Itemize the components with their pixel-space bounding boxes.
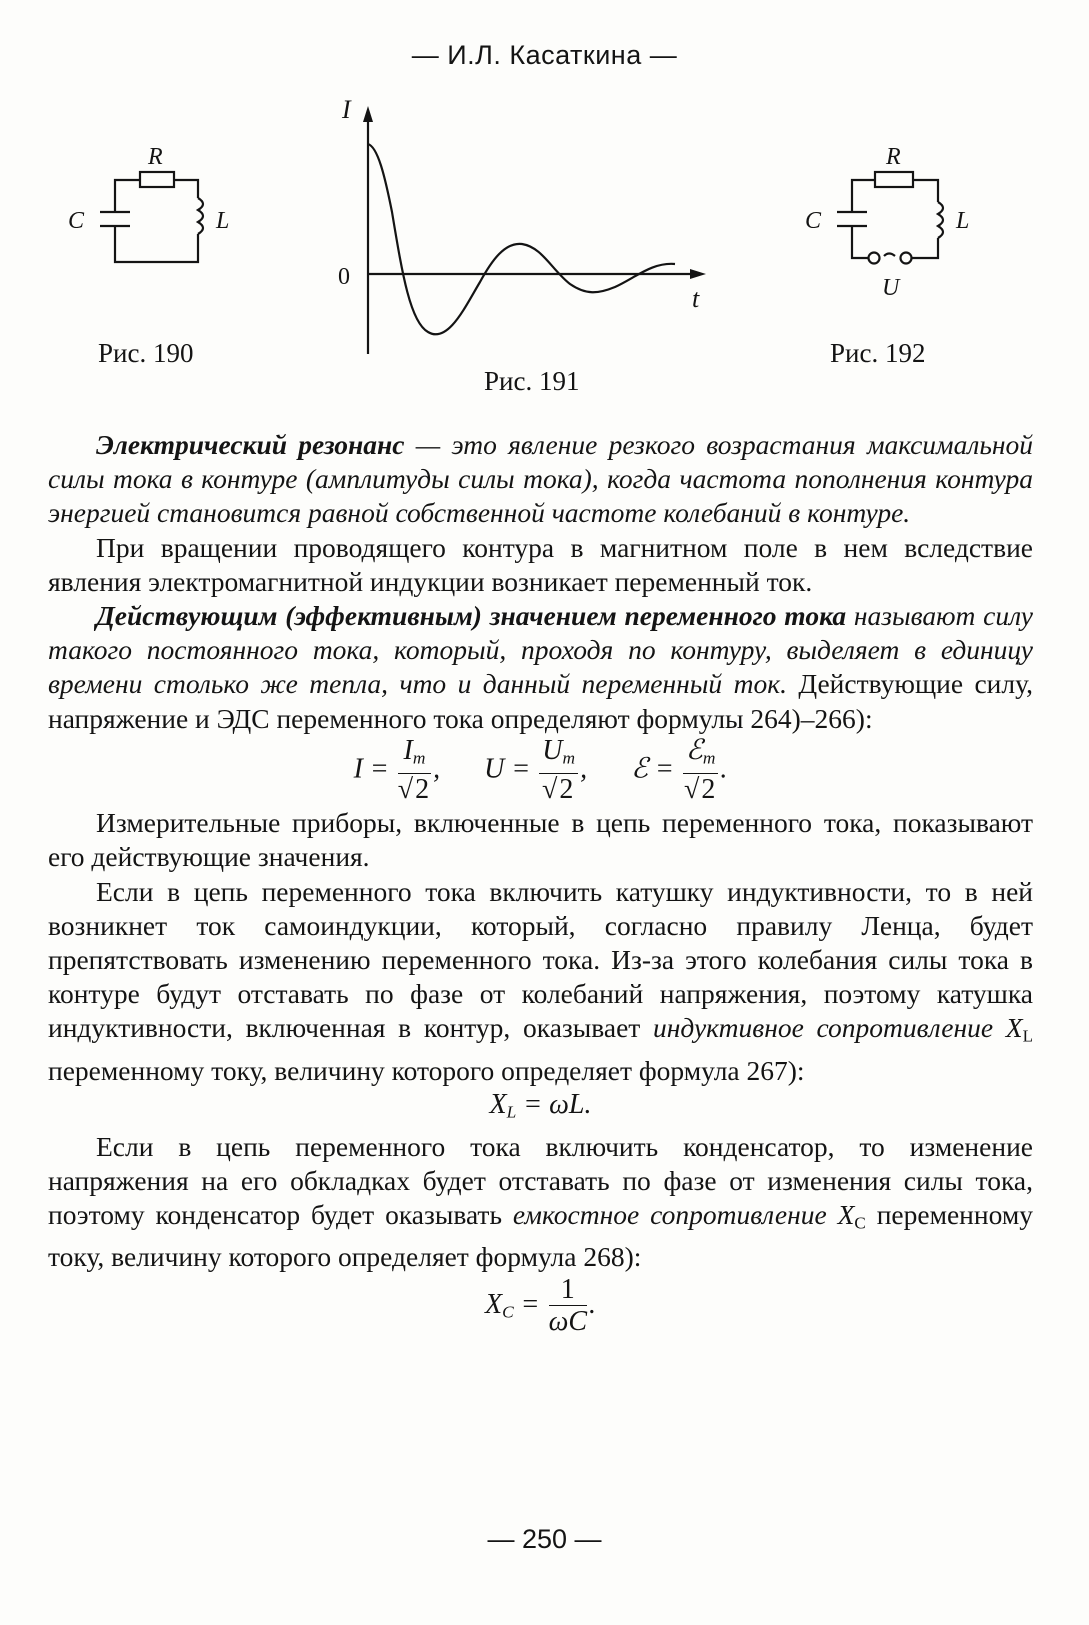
paragraph-alternating-current: При вращении проводящего контура в магнитном поле в нем вследствие явления электромагнитной индукции возникает переменный ток. — [48, 531, 1033, 597]
page-number: — 250 — — [487, 1524, 602, 1554]
fig192-label-c: C — [805, 208, 822, 234]
term-inductive-resistance: индуктивное сопротивление — [653, 1012, 994, 1044]
term-capacitive-resistance: емкостное сопротивление — [512, 1198, 827, 1230]
paragraph-capacitor: Если в цепь переменного тока включить конденсатор, то изменение напряжения на его обкладках будет отставать по фазе от изменения силы тока, поэтому конденсатор будет оказывать емкостное сопротивление $X_C$ переменному току, величину которого определяет формула 268): — [48, 1130, 1033, 1273]
term-effective-value: Действующим (эффективным) значением переменного тока — [96, 600, 847, 632]
x-axis-arrow — [690, 269, 706, 279]
figure-191-damped-oscillation — [330, 92, 720, 362]
formula-268: $X_C$ = $\frac{1}{\omega C}$ . — [484, 1273, 597, 1337]
paragraph-inductance: Если в цепь переменного тока включить катушку индуктивности, то в ней возникнет ток самоиндукции, который, согласно правилу Ленца, будет препятствовать изменению переменного тока. Из-за этого колебания силы тока в контуре будут отставать по фазе от колебаний напряжения, поэтому катушка индуктивности, включенная в контур, оказывает индуктивное сопротивление $X_L$ переменному току, величину которого определяет формула 267): — [48, 875, 1033, 1086]
fig190-label-c: C — [68, 208, 85, 234]
term-resonance: Электрический резонанс — [96, 429, 405, 460]
y-axis-label: I — [342, 95, 351, 124]
fig190-label-l: L — [216, 208, 230, 234]
paragraph-resonance: Электрический резонанс — это явление резкого возрастания максимальной силы тока в контуре (амплитуды силы тока), когда частота пополнения контура энергией становится равной собственной частоте колебаний в контуре. — [48, 429, 1033, 529]
figure-190-circuit — [60, 140, 250, 280]
fig192-label-u: U — [882, 275, 900, 301]
formula-267: $X_L = \omega L$. — [489, 1089, 592, 1122]
paragraph-instruments: Измерительные приборы, включенные в цепь переменного тока, показывают его действующие значения. — [48, 807, 1033, 873]
y-axis-arrow — [363, 106, 373, 122]
formula-264-266: I = $\frac{I_m}{√2}$ , U = $\frac{U_m}{√2}$ , ℰ = $\frac{ℰ_m}{√2}$ . — [353, 734, 728, 806]
paragraph-effective-value: Действующим (эффективным) значением переменного тока называют силу такого постоянного тока, который, проходя по контуру, выделяет в единицу времени столько же тепла, что и данный переменный ток. Действующие силу, напряжение и ЭДС переменного тока определяют формулы 264)–266): — [48, 600, 1033, 734]
figure-192-caption: Рис. 192 — [830, 338, 926, 368]
fig192-label-l: L — [956, 208, 970, 234]
figure-191-caption: Рис. 191 — [484, 366, 580, 396]
body-text — [48, 428, 1033, 1338]
fig192-label-r: R — [886, 144, 901, 170]
figure-190-caption: Рис. 190 — [98, 338, 194, 368]
running-header: — И.Л. Касаткина — — [411, 40, 678, 70]
origin-label: 0 — [338, 264, 350, 290]
fig190-label-r: R — [148, 144, 163, 170]
x-axis-label: t — [692, 284, 700, 313]
figure-192-circuit — [800, 140, 1000, 310]
